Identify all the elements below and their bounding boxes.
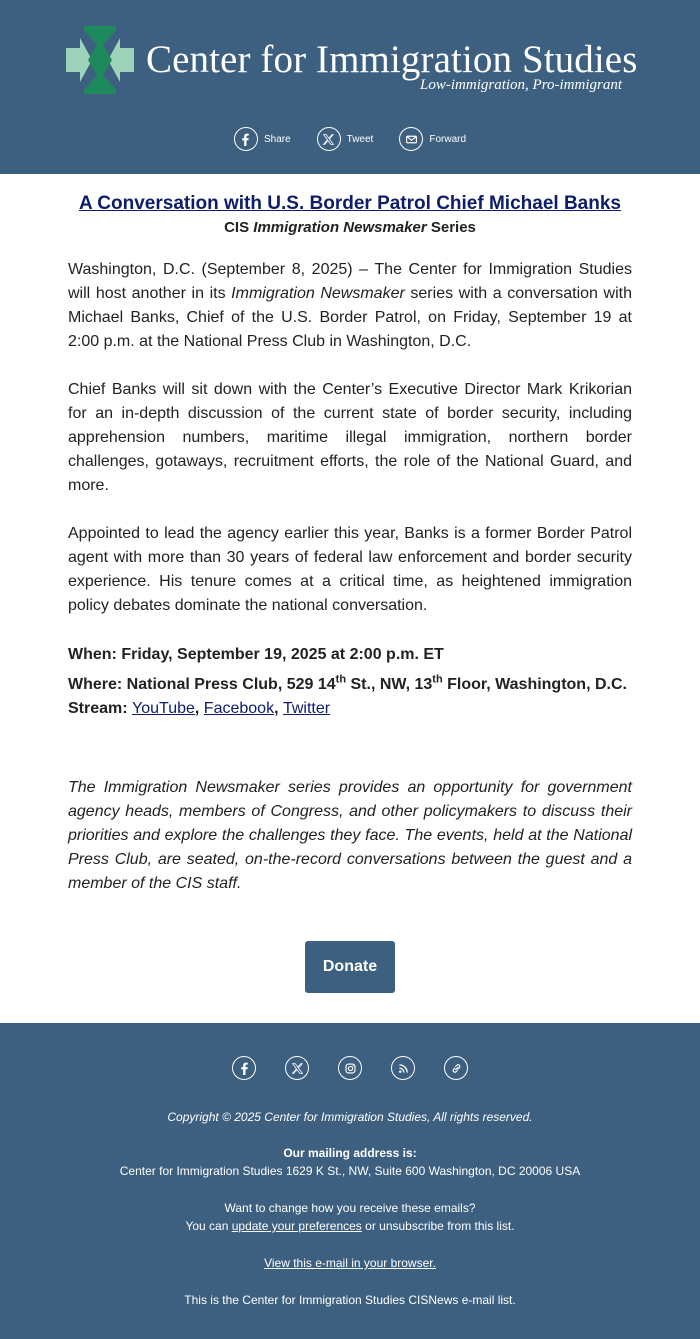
forward-label: Forward [429,133,467,145]
x-icon[interactable] [285,1056,309,1080]
mail-icon [399,127,423,151]
instagram-icon[interactable] [338,1056,362,1080]
x-icon [317,127,341,151]
share-facebook-button[interactable] [234,127,291,151]
intro-text-em: Immigration Newsmaker [231,285,405,302]
donate-button[interactable]: Donate [305,941,395,993]
twitter-link[interactable]: Twitter [282,700,331,717]
share-forward-button[interactable] [399,127,466,151]
youtube-link[interactable]: YouTube [132,700,195,717]
header [0,0,700,174]
rss-icon[interactable] [391,1056,415,1080]
view-in-browser [0,1256,700,1270]
share-bar [0,127,700,151]
facebook-icon [234,127,258,151]
paragraph-intro [68,258,632,354]
intro-text-b: series with a conversation with Michael Banks, Chief of the U.S. Border Patrol, on Friday, September 19 at 2:00 p.m. at the National Press Club in Washington, D.C. [68,285,633,350]
subtitle [68,219,632,236]
stream-label: Stream: [68,700,128,717]
paragraph-discussion: Chief Banks will sit down with the Center’s Executive Director Mark Krikorian for an in-depth discussion of the current state of border security, including apprehension numbers, maritime illegal immigration, northern border challenges, gotaways, recruitment efforts, the role of the National Guard, and more. [68,381,632,494]
where-sup2: th [432,673,443,686]
title-link[interactable]: A Conversation with U.S. Border Patrol Chief Michael Banks [79,193,621,214]
list-note: This is the Center for Immigration Studies CISNews e-mail list. [184,1293,516,1307]
org-name: Center for Immigration Studies [146,38,638,81]
social-links [0,1056,700,1080]
intro-text-a: Washington, D.C. (September 8, 2025) – The Center for Immigration Studies will host another in its [68,261,632,302]
where-a: Where: National Press Club, 529 14 [68,676,336,693]
pref-post: or unsubscribe from this list. [361,1219,515,1233]
subtitle-em: Immigration Newsmaker [253,219,427,236]
donate-wrap [68,941,632,993]
footer [0,1023,700,1339]
mailing-heading: Our mailing address is: [283,1146,417,1160]
link-icon[interactable] [444,1056,468,1080]
facebook-link[interactable]: Facebook [203,700,275,717]
series-blurb: The Immigration Newsmaker series provides an opportunity for government agency heads, members of Congress, and other policymakers to discuss their priorities and explore the challenges they face. The events, held at the National Press Club, are seated, on-the-record conversations between the guest and a member of the CIS staff. [68,779,632,892]
copyright: Copyright © 2025 Center for Immigration Studies, All rights reserved. [167,1110,533,1124]
where-sup1: th [335,673,347,686]
preferences-line [0,1219,700,1233]
update-preferences-link[interactable]: update your preferences [231,1219,362,1233]
tweet-label: Tweet [346,133,374,145]
where-c: Floor, Washington, D.C. [442,676,627,693]
event-where [68,673,632,697]
where-b: St., NW, 13 [346,676,433,693]
share-tweet-button[interactable] [317,127,374,151]
subtitle-pre: CIS [224,219,254,236]
mailing-address: Center for Immigration Studies 1629 K St., NW, Suite 600 Washington, DC 20006 USA [119,1164,581,1178]
paragraph-background: Appointed to lead the agency earlier this year, Banks is a former Border Patrol agent with more than 30 years of federal law enforcement and border security experience. His tenure comes at a critical time, as heightened immigration policy debates dominate the national conversation. [68,525,632,614]
event-when: When: Friday, September 19, 2025 at 2:00 p.m. ET [68,646,444,663]
cis-logo-icon [66,26,134,94]
tagline: Low-immigration, Pro-immigrant [420,77,622,93]
view-in-browser-link[interactable]: View this e-mail in your browser. [264,1256,436,1270]
preferences-question: Want to change how you receive these emails? [224,1201,476,1215]
share-label: Share [263,133,291,145]
pref-pre: You can [185,1219,232,1233]
event-details [68,643,632,721]
subtitle-post: Series [426,219,476,236]
page-title [68,193,632,215]
main-content [0,193,700,993]
event-stream: Stream: YouTube, Facebook, Twitter [68,700,331,717]
facebook-icon[interactable] [232,1056,256,1080]
